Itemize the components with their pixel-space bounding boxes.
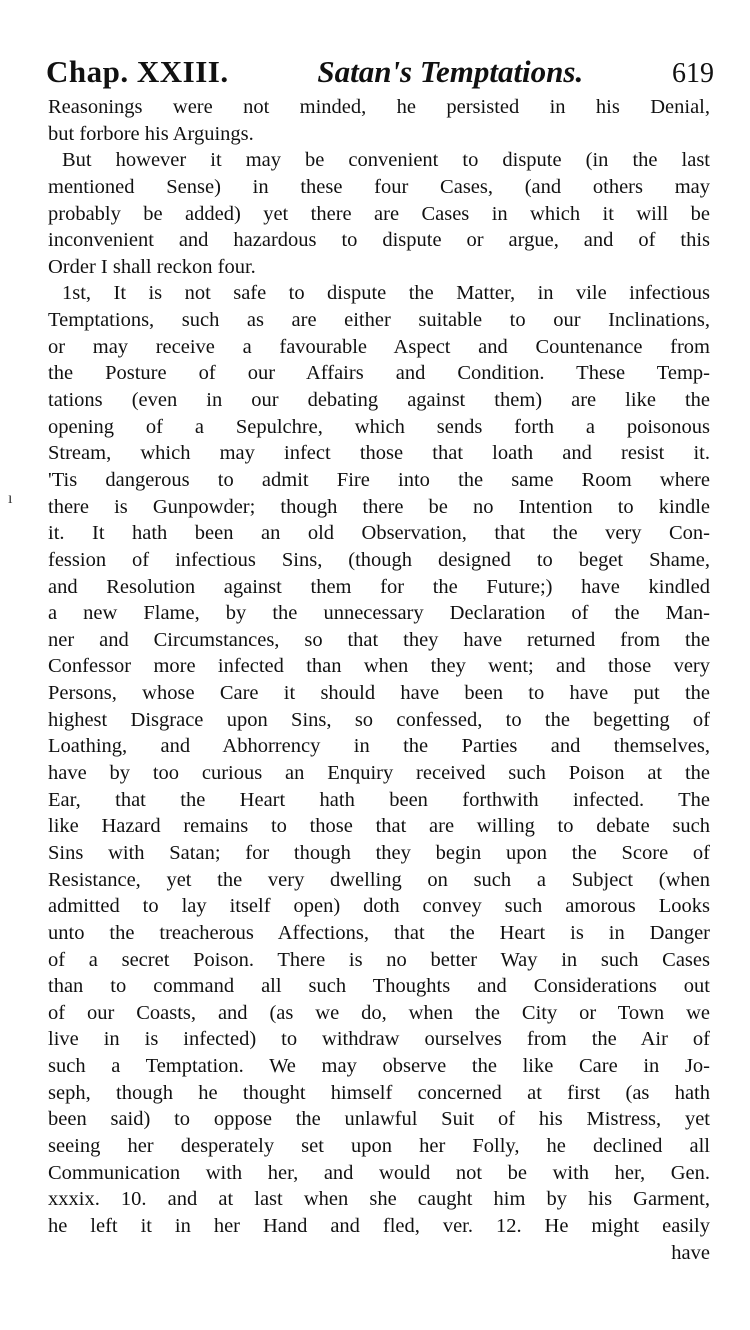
text-line: Resistance, yet the very dwelling on such a Subject (when xyxy=(48,868,710,891)
catchword: have xyxy=(671,1241,710,1264)
text-line: there is Gunpowder; though there be no Intention to kindle xyxy=(48,495,710,518)
text-line: fession of infectious Sins, (though designed to beget Shame, xyxy=(48,548,710,571)
text-line: like Hazard remains to those that are willing to debate such xyxy=(48,815,710,838)
text-line: of a secret Poison. There is no better Way in such Cases xyxy=(48,948,710,971)
text-line: seeing her desperately set upon her Folly, he declined all xyxy=(48,1134,710,1157)
text-line: but forbore his Arguings. xyxy=(48,122,254,145)
text-line: been said) to oppose the unlawful Suit of his Mistress, yet xyxy=(48,1108,710,1131)
text-line: a new Flame, by the unnecessary Declaration of the Man- xyxy=(48,602,710,625)
text-line: Reasonings were not minded, he persisted in his Denial, xyxy=(48,96,710,118)
text-line: seph, though he thought himself concerned at first (as hath xyxy=(48,1081,710,1104)
text-line: it. It hath been an old Observation, that the very Con- xyxy=(48,522,710,545)
text-line: Communication with her, and would not be with her, Gen. xyxy=(48,1161,710,1184)
text-line: Ear, that the Heart hath been forthwith infected. The xyxy=(48,788,710,811)
text-line: 'Tis dangerous to admit Fire into the same Room where xyxy=(48,468,710,491)
text-line: 1st, It is not safe to dispute the Matter, in vile infectious xyxy=(62,282,710,305)
text-line: the Posture of our Affairs and Condition. These Temp- xyxy=(48,362,710,385)
text-line: have by too curious an Enquiry received such Poison at the xyxy=(48,762,710,785)
text-line: admitted to lay itself open) doth convey such amorous Looks xyxy=(48,895,710,918)
page-number: 619 xyxy=(671,58,714,89)
text-line: Confessor more infected than when they went; and those very xyxy=(48,655,710,678)
text-line: highest Disgrace upon Sins, so confessed, to the begetting of xyxy=(48,708,710,731)
text-line: unto the treacherous Affections, that the Heart is in Danger xyxy=(48,921,710,944)
text-line: he left it in her Hand and fled, ver. 12. He might easily xyxy=(48,1214,710,1237)
text-line: inconvenient and hazardous to dispute or argue, and of this xyxy=(48,229,710,252)
text-line: Stream, which may infect those that loath and resist it. xyxy=(48,442,710,465)
body-text xyxy=(48,94,710,1266)
text-line: than to command all such Thoughts and Considerations out xyxy=(48,975,710,998)
text-line: mentioned Sense) in these four Cases, (and others may xyxy=(48,175,710,198)
text-line: live in is infected) to withdraw ourselves from the Air of xyxy=(48,1028,710,1051)
text-line: xxxix. 10. and at last when she caught him by his Garment, xyxy=(48,1188,710,1211)
running-title: Satan's Temptations. xyxy=(317,54,584,89)
text-line: Persons, whose Care it should have been to have put the xyxy=(48,682,710,705)
text-line: and Resolution against them for the Future;) have kindled xyxy=(48,575,710,598)
text-line: such a Temptation. We may observe the like Care in Jo- xyxy=(48,1055,710,1078)
text-line: of our Coasts, and (as we do, when the City or Town we xyxy=(48,1001,710,1024)
margin-mark: ı xyxy=(8,490,13,507)
text-line: or may receive a favourable Aspect and Countenance from xyxy=(48,335,710,358)
text-line: Loathing, and Abhorrency in the Parties and themselves, xyxy=(48,735,710,758)
text-line: opening of a Sepulchre, which sends forth a poisonous xyxy=(48,415,710,438)
text-line: probably be added) yet there are Cases in which it will be xyxy=(48,202,710,225)
text-line: Temptations, such as are either suitable to our Inclinations, xyxy=(48,309,710,332)
text-line: Order I shall reckon four. xyxy=(48,255,256,278)
text-line: Sins with Satan; for though they begin upon the Score of xyxy=(48,841,710,864)
running-header xyxy=(46,54,714,96)
text-line: But however it may be convenient to dispute (in the last xyxy=(62,149,710,172)
text-line: tations (even in our debating against them) are like the xyxy=(48,389,710,412)
chapter-heading: Chap. XXIII. xyxy=(46,54,229,89)
text-line: ner and Circumstances, so that they have returned from the xyxy=(48,628,710,651)
